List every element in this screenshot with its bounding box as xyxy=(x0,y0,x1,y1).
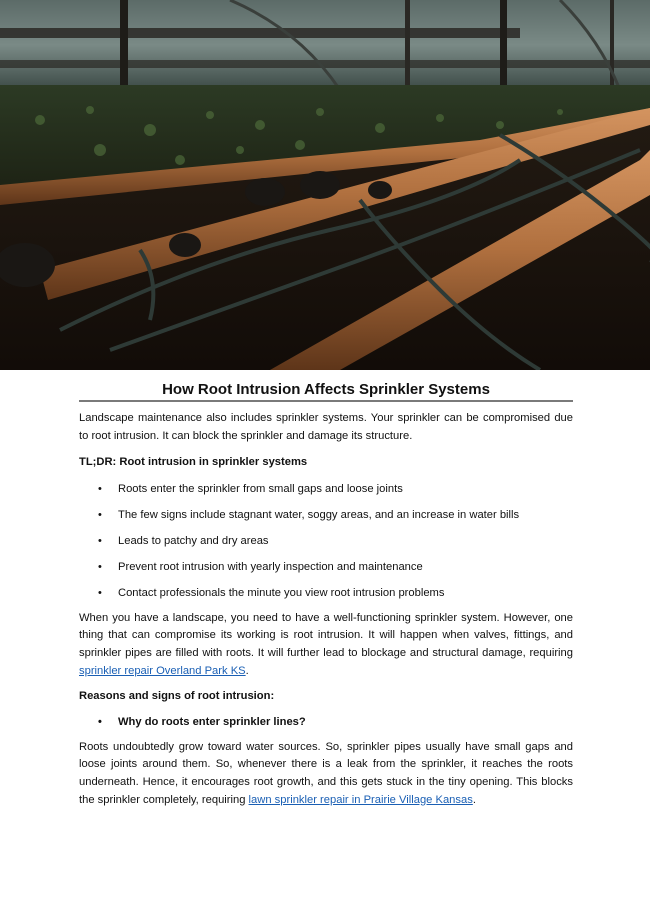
hero-image xyxy=(0,0,650,370)
list-item: • Prevent root intrusion with yearly inspection and maintenance xyxy=(79,559,573,576)
tldr-list xyxy=(79,481,573,602)
list-item: • Why do roots enter sprinkler lines? xyxy=(79,714,573,731)
list-item: • The few signs include stagnant water, soggy areas, and an increase in water bills xyxy=(79,507,573,524)
bullet-icon: • xyxy=(98,586,102,599)
article-title: How Root Intrusion Affects Sprinkler Systems xyxy=(79,370,573,402)
section-heading-reasons: Reasons and signs of root intrusion: xyxy=(79,690,275,703)
bullet-icon: • xyxy=(98,715,102,728)
list-item: • Roots enter the sprinkler from small gaps and loose joints xyxy=(79,481,573,498)
list-item: • Leads to patchy and dry areas xyxy=(79,533,573,550)
bullet-icon: • xyxy=(98,482,102,495)
link-sprinkler-repair-overland-park[interactable]: sprinkler repair Overland Park KS xyxy=(79,664,246,677)
intro-paragraph: Landscape maintenance also includes sprinkler systems. Your sprinkler can be compromised due to root intrusion. It can block the sprinkler and damage its structure. xyxy=(79,412,573,442)
body-paragraph: Roots undoubtedly grow toward water sources. So, sprinkler pipes usually have small gaps and loose joints around them. So, whenever there is a leak from the sprinkler, it reaches the roots underneath. Hence, it encourages root growth, and this gets stuck in the tiny opening. This blocks the sprinkler completely, requiring lawn sprinkler repair in Prairie Village Kansas. xyxy=(79,740,573,806)
irrigation-photo-illustration xyxy=(0,0,650,370)
article xyxy=(79,370,573,809)
list-item: • Contact professionals the minute you view root intrusion problems xyxy=(79,585,573,602)
link-lawn-sprinkler-repair-prairie-village[interactable]: lawn sprinkler repair in Prairie Village Kansas xyxy=(248,793,473,806)
reasons-list xyxy=(79,714,573,731)
bullet-icon: • xyxy=(98,508,102,521)
body-paragraph: When you have a landscape, you need to have a well-functioning sprinkler system. However, one thing that can compromise its working is root intrusion. It will happen when valves, fittings, and sprinkler pipes are filled with roots. It will further lead to blockage and structural damage, requiring sprinkler repair Overland Park KS. xyxy=(79,611,573,677)
bullet-icon: • xyxy=(98,534,102,547)
bullet-icon: • xyxy=(98,560,102,573)
tldr-heading: TL;DR: Root intrusion in sprinkler systems xyxy=(79,456,308,469)
